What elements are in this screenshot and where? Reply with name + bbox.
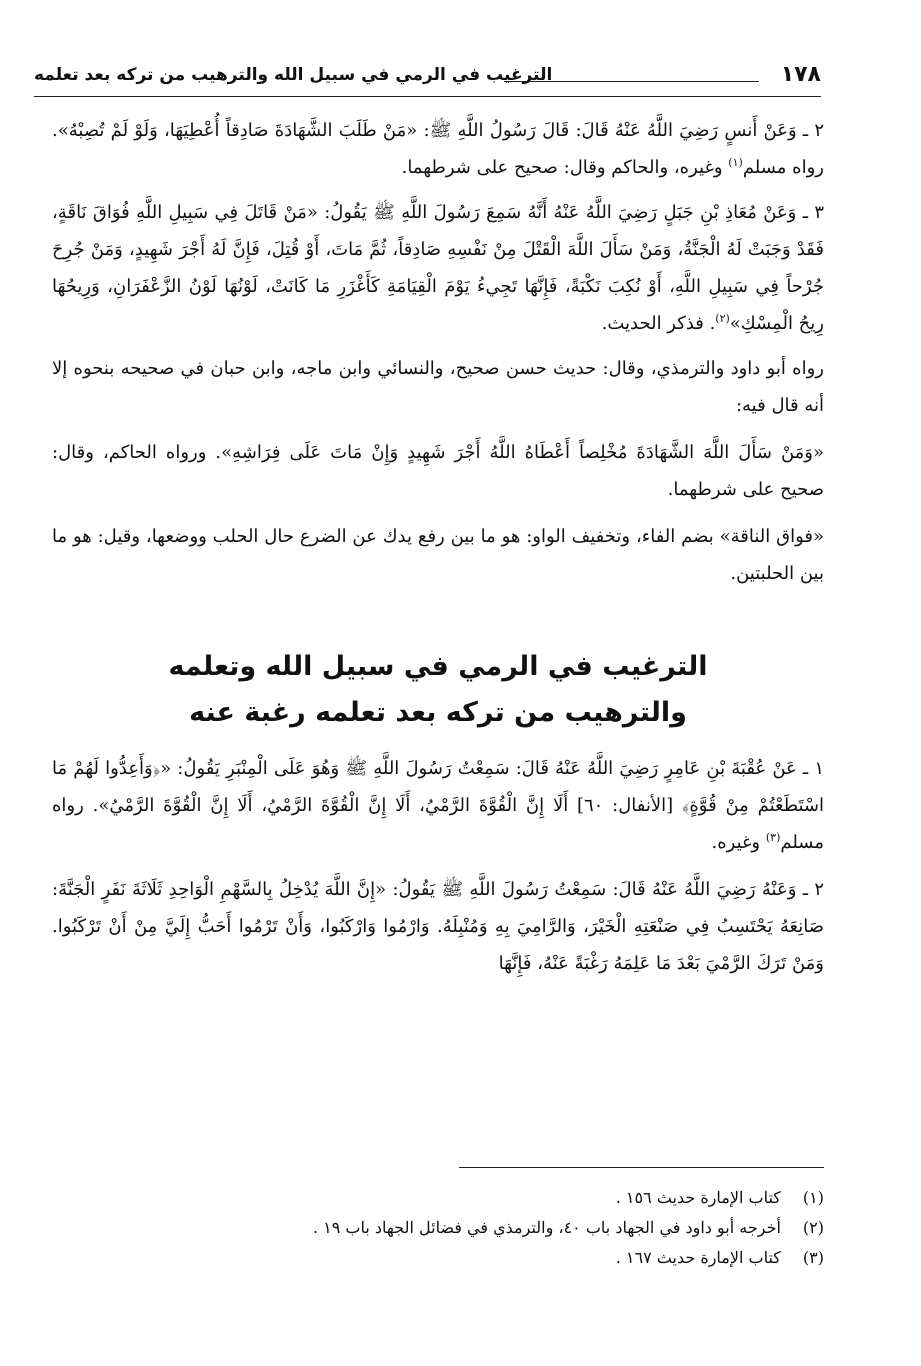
hadith-text: وغيره، والحاكم وقال: صحيح على شرطهما. (401, 157, 729, 178)
hadith-text: ٢ ـ وَعَنْ أَنسٍ رَضِيَ اللَّهُ عَنْهُ قَالَ: قَالَ رَسُولُ اللَّهِ ﷺ: «مَنْ طَلَبَ الشَّهَادَةَ صَادِقاً أُعْطِيَهَا، وَلَوْ لَمْ تُصِبْهُ». رواه مسلم (52, 120, 824, 178)
running-title: الترغيب في الرمي في سبيل الله والترهيب من تركه بعد تعلمه (34, 65, 553, 85)
footnote-divider (459, 1167, 824, 1168)
footnote-item (52, 1183, 824, 1213)
hadith-paragraph: ٢ ـ وَعَنْهُ رَضِيَ اللَّهُ عَنْهُ قَالَ: سَمِعْتُ رَسُولَ اللَّهِ ﷺ يَقُولُ: «إِنَّ اللَّهَ يُدْخِلُ بِالسَّهْمِ الْوَاحِدِ ثَلَاثَةَ نَفَرٍ الْجَنَّةَ: صَانِعَهُ يَحْتَسِبُ فِي صَنْعَتِهِ الْخَيْرَ، وَالرَّامِيَ بِهِ وَمُنْبِلَهُ. وَارْمُوا وَارْكَبُوا، وَأَنْ تَرْمُوا أَحَبُّ إِلَيَّ مِنْ أَنْ تَرْكَبُوا. وَمَنْ تَرَكَ الرَّمْيَ بَعْدَ مَا عَلِمَهُ رَغْبَةً عَنْهُ، فَإِنَّهَا (52, 879, 824, 974)
footnote-number: (١) (802, 1188, 824, 1207)
hadith-text: ١ ـ عَنْ عُقْبَةَ بْنِ عَامِرٍ رَضِيَ اللَّهُ عَنْهُ قَالَ: سَمِعْتُ رَسُولَ اللَّهِ ﷺ وَهُوَ عَلَى الْمِنْبَرِ يَقُولُ: «﴿وَأَعِدُّوا لَهُمْ مَا اسْتَطَعْتُمْ مِنْ قُوَّةٍ﴾ [الأنفال: ٦٠] أَلَا إِنَّ الْقُوَّةَ الرَّمْيُ، أَلَا إِنَّ الْقُوَّةَ الرَّمْيُ، أَلَا إِنَّ الْقُوَّةَ الرَّمْيُ». رواه مسلم (52, 758, 824, 853)
footnote-number: (٣) (802, 1248, 824, 1267)
section-title-line: الترغيب في الرمي في سبيل الله وتعلمه (168, 651, 708, 682)
section-title-line: والترهيب من تركه بعد تعلمه رغبة عنه (189, 697, 687, 728)
explanation-paragraph: «فواق الناقة» بضم الفاء، وتخفيف الواو: هو ما بين رفع يدك عن الضرع حال الحلب ووضعها، وقيل: هو ما بين الحلبتين. (52, 526, 824, 584)
footnote-item (52, 1213, 824, 1243)
footnote-text: كتاب الإمارة حديث ١٦٧ . (615, 1248, 781, 1267)
hadith-paragraph: «وَمَنْ سَأَلَ اللَّهَ الشَّهَادَةَ مُخْلِصاً أَعْطَاهُ اللَّهُ أَجْرَ شَهِيدٍ وَإِنْ مَاتَ عَلَى فِرَاشِهِ». ورواه الحاكم، وقال: صحيح على شرطهما. (52, 442, 824, 500)
hadith-text: وغيره. (711, 832, 766, 853)
footnote-text: أخرجه أبو داود في الجهاد باب ٤٠، والترمذي في فضائل الجهاد باب ١٩ . (312, 1218, 781, 1237)
footnote-number: (٢) (802, 1218, 824, 1237)
main-text (52, 112, 824, 990)
page-number: ١٧٨ (780, 62, 821, 87)
footnote-ref: (٣) (765, 831, 781, 844)
hadith-text: ٣ ـ وَعَنْ مُعَاذِ بْنِ جَبَلٍ رَضِيَ اللَّهُ عَنْهُ أَنَّهُ سَمِعَ رَسُولَ اللَّهِ ﷺ يَقُولُ: «مَنْ قَاتَلَ فِي سَبِيلِ اللَّهِ فُوَاقَ نَاقَةٍ، فَقَدْ وَجَبَتْ لَهُ الْجَنَّةُ، وَمَنْ سَأَلَ اللَّهَ الْقَتْلَ مِنْ نَفْسِهِ صَادِقاً، ثُمَّ مَاتَ، أَوْ قُتِلَ، فَإِنَّ لَهُ أَجْرَ شَهِيدٍ، وَمَنْ جُرِحَ جُرْحاً فِي سَبِيلِ اللَّهِ، أَوْ نُكِبَ نَكْبَةً، فَإِنَّهَا تَجِيءُ يَوْمَ الْقِيَامَةِ كَأَغْزَرِ مَا كَانَتْ، لَوْنُهَا لَوْنُ الزَّعْفَرَانِ، وَرِيحُهَا رِيحُ الْمِسْكِ» (52, 202, 824, 334)
header-divider (34, 96, 821, 97)
footnote-ref: (١) (728, 156, 743, 169)
commentary-paragraph: رواه أبو داود والترمذي، وقال: حديث حسن صحيح، والنسائي وابن ماجه، وابن حبان في صحيحه بنحوه إلا أنه قال فيه: (52, 358, 824, 416)
hadith-paragraph (52, 750, 824, 861)
footnote-item (52, 1243, 824, 1273)
hadith-text: . فذكر الحديث. (601, 313, 716, 334)
section-title (52, 644, 824, 736)
footnote-ref: (٢) (715, 312, 730, 325)
hadith-paragraph (52, 194, 824, 342)
hadith-paragraph (52, 112, 824, 186)
footnote-text: كتاب الإمارة حديث ١٥٦ . (615, 1188, 781, 1207)
footnotes (52, 1183, 824, 1273)
page-header (34, 58, 821, 94)
